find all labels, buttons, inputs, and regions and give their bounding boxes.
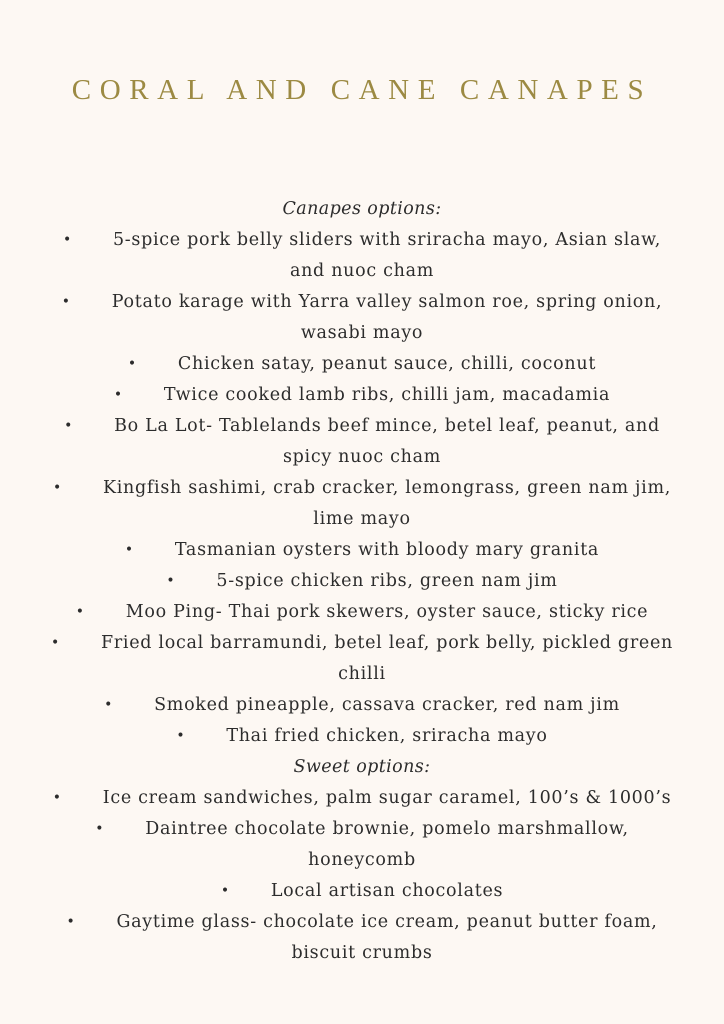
item-text: Gaytime glass- chocolate ice cream, peanut butter foam, (116, 912, 658, 932)
bullet-icon: • (52, 480, 62, 496)
item-text: 5-spice pork belly sliders with sriracha mayo, Asian slaw, (112, 230, 662, 250)
item-text: Daintree chocolate brownie, pomelo marshmallow, (145, 819, 629, 839)
bullet-icon: • (176, 728, 186, 744)
bullet-icon: • (127, 356, 137, 372)
list-item (0, 907, 724, 938)
item-text: Kingfish sashimi, crab cracker, lemongrass, green nam jim, (102, 478, 672, 498)
list-item (0, 814, 724, 845)
list-item (0, 876, 724, 907)
item-text: Thai fried chicken, sriracha mayo (226, 726, 548, 746)
list-item (0, 380, 724, 411)
bullet-icon: • (166, 573, 176, 589)
bullet-icon: • (113, 387, 123, 403)
list-item (0, 535, 724, 566)
item-text-continued: spicy nuoc cham (282, 447, 442, 467)
item-text-continued: chilli (338, 664, 386, 684)
item-text: Potato karage with Yarra valley salmon roe, spring onion, (111, 292, 663, 312)
list-item (0, 411, 724, 442)
bullet-icon: • (52, 790, 62, 806)
bullet-icon: • (51, 635, 60, 651)
bullet-icon: • (75, 604, 85, 620)
list-item (0, 783, 724, 814)
bullet-icon: • (95, 821, 105, 837)
item-text: Smoked pineapple, cassava cracker, red nam jim (154, 695, 620, 715)
item-text: 5-spice chicken ribs, green nam jim (216, 571, 558, 591)
bullet-icon: • (220, 883, 230, 899)
item-text: Local artisan chocolates (270, 881, 504, 901)
item-text: Twice cooked lamb ribs, chilli jam, macadamia (163, 385, 611, 405)
list-item (0, 628, 724, 659)
bullet-icon: • (124, 542, 134, 558)
list-item (0, 566, 724, 597)
list-item (0, 721, 724, 752)
bullet-icon: • (66, 914, 76, 930)
bullet-icon: • (104, 697, 114, 713)
list-item (0, 473, 724, 504)
sweets-list (0, 783, 724, 969)
item-text: Chicken satay, peanut sauce, chilli, coconut (177, 354, 597, 374)
item-text: Ice cream sandwiches, palm sugar caramel, 100’s & 1000’s (102, 788, 672, 808)
list-item (0, 690, 724, 721)
item-text-continued: honeycomb (308, 850, 416, 870)
canapes-heading: Canapes options: (282, 199, 442, 219)
canapes-list (0, 225, 724, 752)
bullet-icon: • (64, 418, 74, 434)
item-text-continued: biscuit crumbs (291, 943, 433, 963)
item-text-continued: and nuoc cham (289, 261, 435, 281)
menu-title: CORAL AND CANE CANAPES (71, 74, 653, 106)
menu-body (0, 194, 724, 969)
item-text-continued: wasabi mayo (300, 323, 424, 343)
item-text-continued: lime mayo (313, 509, 411, 529)
item-text: Bo La Lot- Tablelands beef mince, betel leaf, peanut, and (114, 416, 660, 436)
list-item (0, 349, 724, 380)
bullet-icon: • (61, 294, 71, 310)
item-text: Fried local barramundi, betel leaf, pork belly, pickled green (101, 633, 673, 653)
sweet-heading: Sweet options: (293, 757, 431, 777)
bullet-icon: • (62, 232, 72, 248)
list-item (0, 287, 724, 318)
item-text: Tasmanian oysters with bloody mary granita (174, 540, 600, 560)
item-text: Moo Ping- Thai pork skewers, oyster sauce, sticky rice (125, 602, 649, 622)
list-item (0, 225, 724, 256)
list-item (0, 597, 724, 628)
